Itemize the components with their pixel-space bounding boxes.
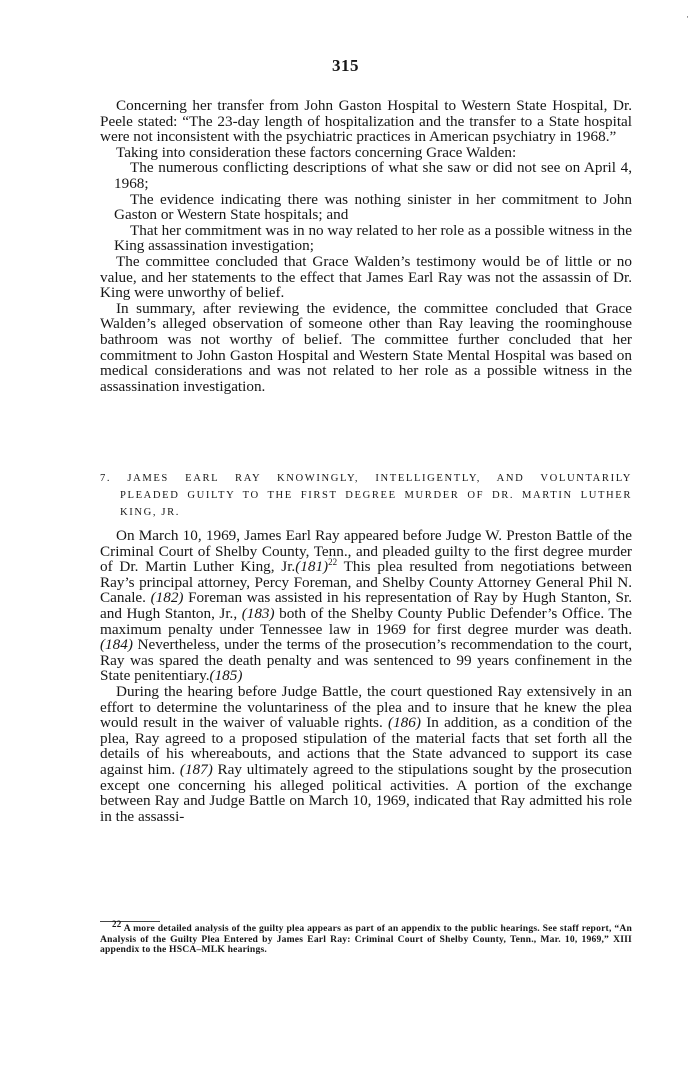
footnote-number: 22 bbox=[112, 919, 122, 929]
text-run: both of the Shelby County Public Defender’s Office. The maximum penalty under Tennessee law in 1969 for first degree murder was death. bbox=[100, 604, 633, 638]
page-number: 315 bbox=[332, 56, 359, 75]
footnote-text: A more detailed analysis of the guilty plea appears as part of an appendix to the public hearings. See staff report, “An Analysis of the Guilty Plea Entered by James Earl Ray: Criminal Court of Shelby County, Tenn., Mar. 10, 1969,” XIII appendix to the HSCA–MLK hearings. bbox=[100, 923, 632, 956]
guilty-plea-block bbox=[100, 528, 632, 824]
section-heading bbox=[100, 470, 632, 521]
paragraph-transfer: Concerning her transfer from John Gaston Hospital to Western State Hospital, Dr. Peele stated: “The 23-day length of hospitalization and the transfer to a State hospital were not inconsistent with the psychiatric practices in American psychiatry in 1968.” bbox=[100, 97, 632, 146]
footnote-body bbox=[100, 919, 632, 956]
factor-item-descriptions: The numerous conflicting descriptions of what she saw or did not see on April 4, 1968; bbox=[114, 159, 632, 192]
paragraph-taking-into-consideration: Taking into consideration these factors concerning Grace Walden: bbox=[116, 143, 517, 161]
footnote-22 bbox=[100, 919, 632, 956]
section-heading-line-1: 7. JAMES EARL RAY KNOWINGLY, INTELLIGENTLY, AND VOLUNTARILY bbox=[100, 473, 632, 484]
factor-item-commitment: The evidence indicating there was nothing sinister in her commitment to John Gaston or Western State hospitals; and bbox=[114, 190, 632, 224]
text-run: During the hearing before Judge Battle, the court questioned Ray extensively in an effort to determine the voluntariness of the plea and to insure that he knew the plea would result in the waiver of valuable rights. bbox=[100, 682, 632, 732]
citation-185: (185) bbox=[209, 667, 243, 685]
text-run: In addition, as a condition of the plea, Ray agreed to a proposed stipulation of the material facts that set forth all the details of his whereabouts, and actions that the State advanced to support its case against him. bbox=[100, 714, 632, 778]
text-run: Foreman was assisted in his representation of Ray by Hugh Stanton, Sr. and Hugh Stanton, Jr., bbox=[100, 589, 632, 622]
paragraph-hearing bbox=[100, 684, 632, 824]
page-edge-mark: · bbox=[686, 12, 689, 22]
footnote-ref-22: 22 bbox=[328, 557, 338, 568]
paragraph-march-10 bbox=[100, 528, 632, 684]
footnote-rule bbox=[100, 921, 160, 922]
text-run: Ray ultimately agreed to the stipulations sought by the prosecution except one concerning his alleged political activities. A portion of the exchange between Ray and Judge Battle on March 10, 1969, indicated that Ray admitted his role in the assassi- bbox=[100, 760, 632, 825]
citation-184: (184) bbox=[100, 636, 133, 654]
citation-186: (186) bbox=[388, 714, 421, 732]
paragraph-summary: In summary, after reviewing the evidence, the committee concluded that Grace Walden’s alleged observation of someone other than Ray leaving the roominghouse bathroom was not worthy of belief. The committee further concluded that her commitment to John Gaston Hospital and Western State Mental Hospital was based on medical considerations and was not related to her role as a possible witness in the assassination investigation. bbox=[100, 299, 632, 395]
section-heading-line-3: KING, JR. bbox=[120, 507, 181, 518]
citation-183: (183) bbox=[241, 604, 275, 622]
citation-182: (182) bbox=[150, 589, 184, 607]
factor-item-role: That her commitment was in no way related to her role as a possible witness in the King assassination investigation; bbox=[114, 221, 632, 255]
text-run: Nevertheless, under the terms of the prosecution’s recommendation to the court, Ray was spared the death penalty and was sentenced to 99 years confinement in the State penitentiary. bbox=[100, 636, 632, 685]
walden-conclusion-block bbox=[100, 98, 632, 394]
text-run: This plea resulted from negotiations between Ray’s principal attorney, Percy Foreman, and Shelby County Attorney General Phil N. Canale. bbox=[100, 558, 632, 607]
paragraph-committee-concluded: The committee concluded that Grace Walden’s testimony would be of little or no value, and her statements to the effect that James Earl Ray was not the assassin of Dr. King were unworthy of belief. bbox=[100, 252, 632, 302]
text-run: On March 10, 1969, James Earl Ray appeared before Judge W. Preston Battle of the Criminal Court of Shelby County, Tenn., and pleaded guilty to the first degree murder of Dr. Martin Luther King, Jr. bbox=[100, 527, 632, 576]
citation-181: (181) bbox=[295, 558, 329, 576]
citation-187: (187) bbox=[179, 760, 213, 778]
section-heading-line-2: PLEADED GUILTY TO THE FIRST DEGREE MURDER OF DR. MARTIN LUTHER bbox=[120, 490, 632, 501]
